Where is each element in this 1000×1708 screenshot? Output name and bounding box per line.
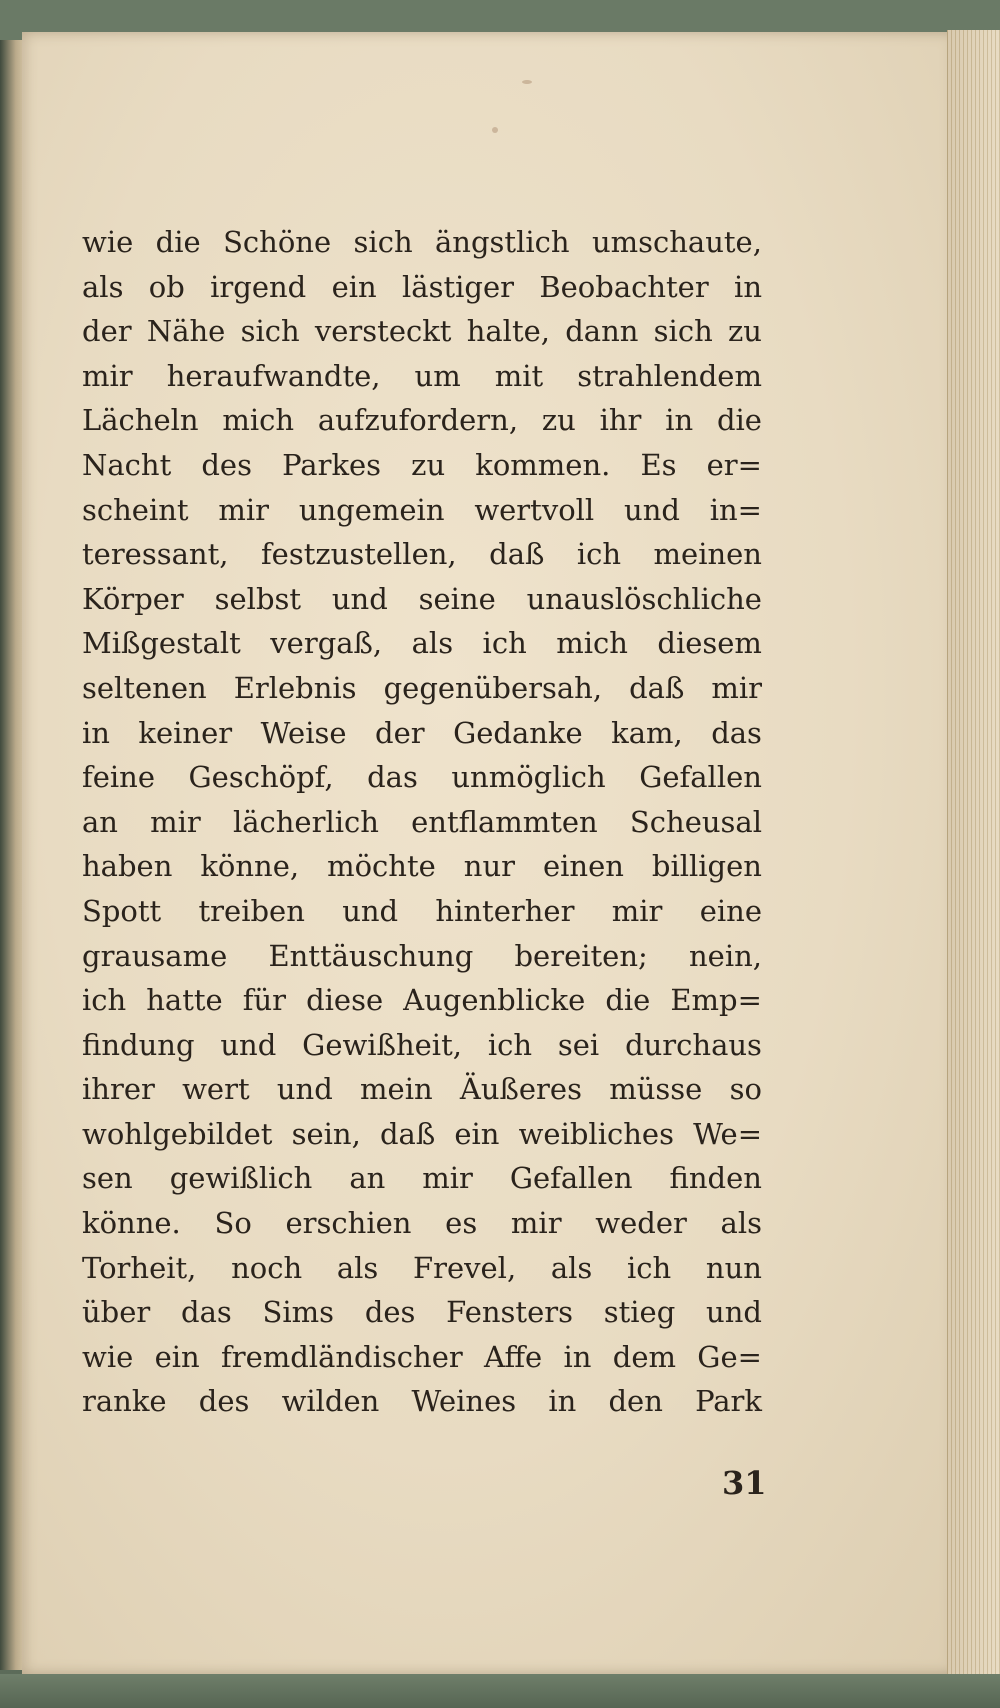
text-line — [82, 532, 762, 577]
word: nur — [463, 849, 515, 884]
word: über — [82, 1295, 151, 1330]
word: weibliches — [518, 1116, 674, 1151]
word: des — [198, 1384, 250, 1419]
word: Erlebnis — [233, 670, 357, 705]
word: erschien — [285, 1206, 412, 1241]
word: Torheit, — [82, 1250, 197, 1285]
word: ich — [576, 537, 622, 572]
word: das — [181, 1295, 232, 1330]
text-line — [82, 889, 762, 934]
word: weder — [595, 1206, 687, 1241]
text-line — [82, 1379, 762, 1424]
word: Nähe — [146, 314, 226, 349]
word: als — [82, 269, 124, 304]
text-line — [82, 978, 762, 1023]
word: selbst — [214, 581, 302, 616]
word: könne. — [82, 1206, 181, 1241]
page-number: 31 — [722, 1464, 767, 1502]
text-line — [82, 220, 762, 265]
word: zu — [727, 314, 762, 349]
word: noch — [231, 1250, 303, 1285]
word: ich — [487, 1027, 533, 1062]
word: umschaute, — [591, 225, 762, 259]
word: die — [155, 225, 201, 259]
word: mir — [82, 358, 133, 393]
word: das — [711, 715, 762, 750]
word: ihrer — [82, 1072, 155, 1107]
word: sei — [557, 1027, 600, 1062]
word: hatte — [146, 983, 223, 1018]
text-line — [82, 443, 762, 488]
word: der — [375, 715, 425, 750]
word: eine — [699, 893, 762, 928]
word: fremdländischer — [220, 1339, 463, 1374]
word: Weise — [260, 715, 347, 750]
word: Gedanke — [453, 715, 583, 750]
word: festzustellen, — [260, 537, 457, 572]
word: als — [720, 1206, 762, 1241]
word: wie — [82, 225, 134, 259]
word: unauslöschliche — [526, 581, 762, 616]
cover-board-bottom — [0, 1674, 1000, 1708]
word: wertvoll — [474, 492, 595, 527]
word: ein — [154, 1339, 200, 1374]
text-line — [82, 1335, 762, 1380]
word: entflammten — [411, 804, 598, 839]
word: gewißlich — [169, 1161, 313, 1196]
text-line — [82, 844, 762, 889]
word: Mißgestalt — [82, 626, 241, 661]
word: in — [548, 1384, 577, 1419]
word: in — [734, 269, 762, 304]
text-line — [82, 755, 762, 800]
word: mein — [360, 1072, 433, 1107]
text-line — [82, 711, 762, 756]
word: dem — [612, 1339, 676, 1374]
word: und — [331, 581, 388, 616]
text-line — [82, 577, 762, 622]
word: Es — [640, 447, 677, 482]
word: ich — [482, 626, 527, 661]
word: strahlendem — [577, 358, 762, 393]
word: ihr — [599, 403, 642, 438]
word: So — [214, 1206, 252, 1241]
word: meinen — [653, 537, 762, 572]
word: ängstlich — [435, 225, 570, 259]
word: keiner — [138, 715, 233, 750]
word: zu — [541, 403, 576, 438]
word: seltenen — [82, 670, 207, 705]
word: als — [550, 1250, 593, 1285]
word: ein — [454, 1116, 500, 1151]
word: mit — [494, 358, 544, 393]
text-line — [82, 1156, 762, 1201]
word: sen — [82, 1161, 133, 1196]
word: grausame — [82, 938, 228, 973]
word: ranke — [82, 1384, 167, 1419]
word: sich — [353, 225, 413, 259]
word: als — [411, 626, 454, 661]
word: zu — [411, 447, 446, 482]
word: mir — [422, 1161, 473, 1196]
word: vergaß, — [270, 626, 383, 661]
word: diesem — [657, 626, 762, 661]
text-line — [82, 488, 762, 533]
word: Frevel, — [412, 1250, 517, 1285]
word: mich — [222, 403, 295, 438]
word: und — [706, 1295, 762, 1330]
word: ungemein — [298, 492, 445, 527]
word: lächerlich — [232, 804, 379, 839]
word: an — [82, 804, 118, 839]
word: findung — [82, 1027, 195, 1062]
word: mir — [510, 1206, 562, 1241]
word: Schöne — [223, 225, 332, 259]
word: Scheusal — [629, 804, 762, 839]
word: den — [608, 1384, 663, 1419]
text-line — [82, 398, 762, 443]
word: hinterher — [435, 893, 575, 928]
word: Sims — [262, 1295, 335, 1330]
word: um — [414, 358, 461, 393]
word: Emp= — [670, 983, 762, 1018]
word: des — [364, 1295, 416, 1330]
word: Affe — [484, 1339, 543, 1374]
paper-speck — [522, 80, 532, 84]
text-line — [82, 666, 762, 711]
word: Ge= — [697, 1339, 762, 1374]
word: daß — [379, 1116, 436, 1151]
word: versteckt — [314, 314, 452, 349]
word: Spott — [82, 893, 162, 928]
word: die — [716, 403, 762, 438]
word: in — [665, 403, 694, 438]
word: durchaus — [625, 1027, 762, 1062]
word: wohlgebildet — [82, 1116, 273, 1151]
word: lästiger — [402, 269, 514, 304]
word: in — [82, 715, 110, 750]
word: Lächeln — [82, 403, 199, 438]
word: so — [729, 1072, 762, 1107]
word: Äußeres — [459, 1072, 582, 1107]
word: und — [220, 1027, 277, 1062]
word: ich — [82, 983, 127, 1018]
word: daß — [489, 537, 545, 572]
word: mich — [556, 626, 628, 661]
word: Beobachter — [539, 269, 709, 304]
word: müsse — [609, 1072, 703, 1107]
word: nun — [705, 1250, 762, 1285]
word: nein, — [688, 938, 762, 973]
word: und — [342, 893, 399, 928]
word: des — [201, 447, 252, 482]
word: er= — [706, 447, 762, 482]
word: und — [624, 492, 680, 527]
word: gegenübersah, — [383, 670, 603, 705]
word: treiben — [198, 893, 305, 928]
word: Parkes — [282, 447, 382, 482]
word: seine — [418, 581, 496, 616]
word: kam, — [611, 715, 683, 750]
word: an — [349, 1161, 386, 1196]
word: Enttäuschung — [268, 938, 474, 973]
word: könne, — [200, 849, 300, 884]
word: halte, — [466, 314, 550, 349]
word: scheint — [82, 492, 189, 527]
word: mir — [150, 804, 201, 839]
text-line — [82, 1246, 762, 1291]
word: wert — [182, 1072, 250, 1107]
word: Fensters — [446, 1295, 573, 1330]
word: aufzufordern, — [317, 403, 519, 438]
word: ein — [331, 269, 377, 304]
word: sein, — [291, 1116, 361, 1151]
word: wilden — [281, 1384, 380, 1419]
word: Gefallen — [639, 760, 762, 795]
word: bereiten; — [514, 938, 648, 973]
word: Gefallen — [509, 1161, 633, 1196]
word: Körper — [82, 581, 184, 616]
text-line — [82, 1290, 762, 1335]
word: das — [367, 760, 418, 795]
text-line — [82, 1112, 762, 1157]
word: mir — [611, 893, 663, 928]
word: kommen. — [475, 447, 611, 482]
text-line — [82, 265, 762, 310]
word: haben — [82, 849, 173, 884]
word: unmöglich — [451, 760, 606, 795]
word: diese — [306, 983, 384, 1018]
text-line — [82, 800, 762, 845]
word: in — [563, 1339, 592, 1374]
word: es — [445, 1206, 478, 1241]
text-line — [82, 621, 762, 666]
word: heraufwandte, — [166, 358, 381, 393]
word: dann — [565, 314, 639, 349]
word: daß — [629, 670, 685, 705]
word: der — [82, 314, 132, 349]
word: stieg — [603, 1295, 676, 1330]
word: irgend — [210, 269, 307, 304]
word: finden — [669, 1161, 762, 1196]
word: Geschöpf, — [188, 760, 334, 795]
text-line — [82, 309, 762, 354]
word: feine — [82, 760, 156, 795]
word: in= — [709, 492, 762, 527]
word: möchte — [327, 849, 436, 884]
word: teressant, — [82, 537, 229, 572]
page-stack-edge — [947, 30, 1000, 1680]
word: Park — [695, 1384, 762, 1419]
body-text — [82, 220, 762, 1424]
text-line — [82, 1023, 762, 1068]
text-line — [82, 1201, 762, 1246]
paper-speck — [492, 127, 498, 133]
word: mir — [711, 670, 762, 705]
word: Weines — [411, 1384, 517, 1419]
word: mir — [218, 492, 270, 527]
text-line — [82, 934, 762, 979]
word: als — [336, 1250, 379, 1285]
word: ich — [627, 1250, 672, 1285]
word: einen — [542, 849, 624, 884]
text-line — [82, 354, 762, 399]
word: ob — [148, 269, 185, 304]
word: sich — [653, 314, 713, 349]
word: die — [605, 983, 651, 1018]
word: für — [242, 983, 287, 1018]
word: Nacht — [82, 447, 172, 482]
word: Gewißheit, — [302, 1027, 462, 1062]
word: und — [276, 1072, 333, 1107]
text-line — [82, 1067, 762, 1112]
word: billigen — [651, 849, 762, 884]
word: wie — [82, 1339, 134, 1374]
word: sich — [240, 314, 300, 349]
word: We= — [693, 1116, 762, 1151]
word: Augenblicke — [403, 983, 586, 1018]
